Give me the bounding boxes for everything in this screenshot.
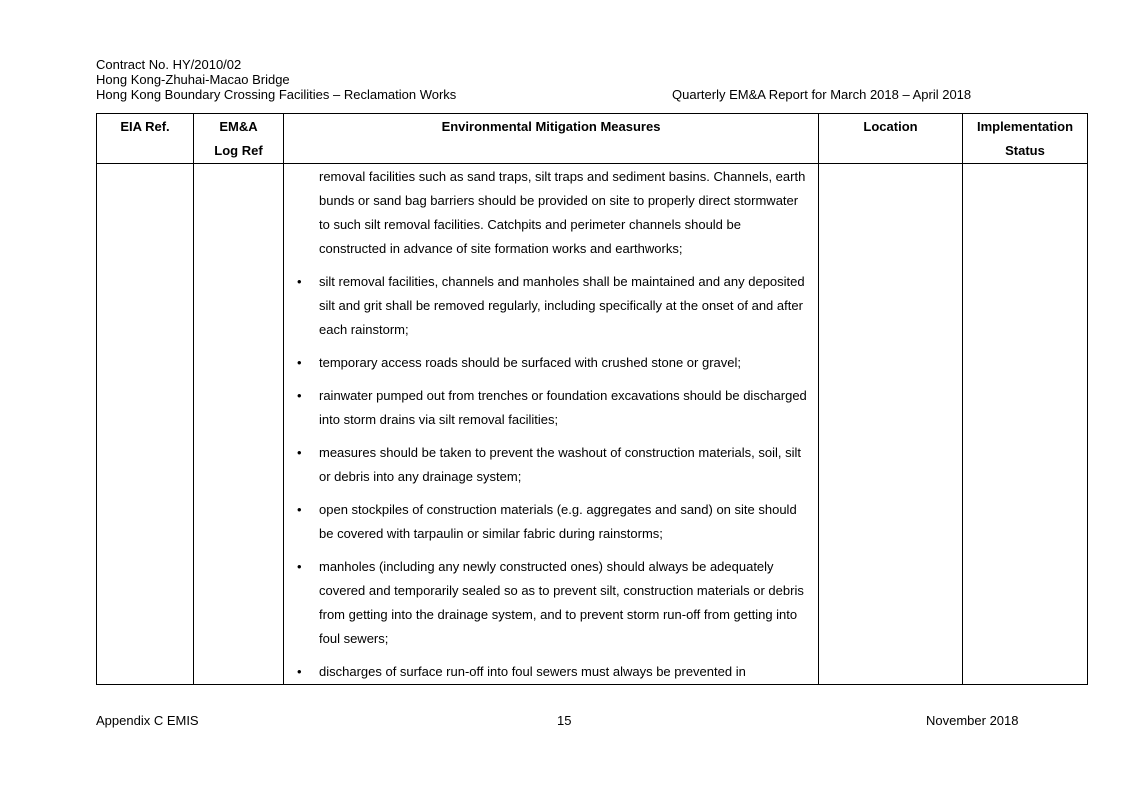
table-header-row	[97, 114, 1088, 164]
bullet-icon: •	[297, 445, 302, 460]
bullet-icon: •	[297, 502, 302, 517]
list-item-text: silt removal facilities, channels and manholes shall be maintained and any deposited silt and grit shall be removed regularly, including specifically at the onset of and after each rainstorm;	[319, 274, 805, 337]
contract-number: Contract No. HY/2010/02	[96, 57, 242, 72]
list-item-text: open stockpiles of construction materials (e.g. aggregates and sand) on site should be covered with tarpaulin or similar fabric during rainstorms;	[319, 502, 797, 541]
list-item	[284, 441, 818, 489]
bullet-icon: •	[297, 664, 302, 679]
list-item-text: discharges of surface run-off into foul sewers must always be prevented in	[319, 664, 746, 679]
works-name: Hong Kong Boundary Crossing Facilities – Reclamation Works	[96, 87, 457, 102]
measures-cell	[284, 164, 819, 685]
bullet-icon: •	[297, 274, 302, 289]
list-item	[284, 555, 818, 651]
list-item	[284, 498, 818, 546]
list-item-text: rainwater pumped out from trenches or foundation excavations should be discharged into storm drains via silt removal facilities;	[319, 388, 807, 427]
report-title: Quarterly EM&A Report for March 2018 – April 2018	[672, 87, 972, 102]
col-header-ema-log-ref-text: EM&A Log Ref	[214, 119, 263, 158]
list-item-text: measures should be taken to prevent the washout of construction materials, soil, silt or debris into any drainage system;	[319, 445, 801, 484]
col-header-ema-log-ref	[194, 114, 284, 164]
location-cell	[819, 164, 963, 685]
list-item-text: manholes (including any newly constructed ones) should always be adequately covered and temporarily sealed so as to prevent silt, construction materials or debris from getting into the drainage system, and to prevent storm run-off from getting into foul sewers;	[319, 559, 804, 646]
bullet-icon: •	[297, 559, 302, 574]
list-item	[284, 270, 818, 342]
status-cell	[963, 164, 1088, 685]
col-header-status-text: Implementation Status	[976, 119, 1074, 158]
list-item	[284, 384, 818, 432]
footer-appendix: Appendix C EMIS	[96, 713, 199, 728]
intro-paragraph: removal facilities such as sand traps, silt traps and sediment basins. Channels, earth bunds or sand bag barriers should be provided on site to properly direct stormwater to such silt removal facilities. Catchpits and perimeter channels should be constructed in advance of site formation works and earthworks;	[319, 169, 806, 256]
eia-ref-cell	[97, 164, 194, 685]
table-row	[97, 164, 1088, 685]
col-header-status	[963, 114, 1088, 164]
list-item	[284, 351, 818, 375]
list-item-text: temporary access roads should be surfaced with crushed stone or gravel;	[319, 355, 741, 370]
footer-date: November 2018	[926, 713, 1019, 728]
project-name: Hong Kong-Zhuhai-Macao Bridge	[96, 72, 290, 87]
col-header-eia-ref: EIA Ref.	[97, 114, 194, 164]
col-header-measures: Environmental Mitigation Measures	[284, 114, 819, 164]
emis-table	[96, 113, 1088, 685]
page-number: 15	[557, 713, 572, 728]
bullet-icon: •	[297, 388, 302, 403]
list-item	[284, 660, 818, 684]
ema-log-ref-cell	[194, 164, 284, 685]
bullet-icon: •	[297, 355, 302, 370]
col-header-location: Location	[819, 114, 963, 164]
document-header	[96, 57, 456, 102]
